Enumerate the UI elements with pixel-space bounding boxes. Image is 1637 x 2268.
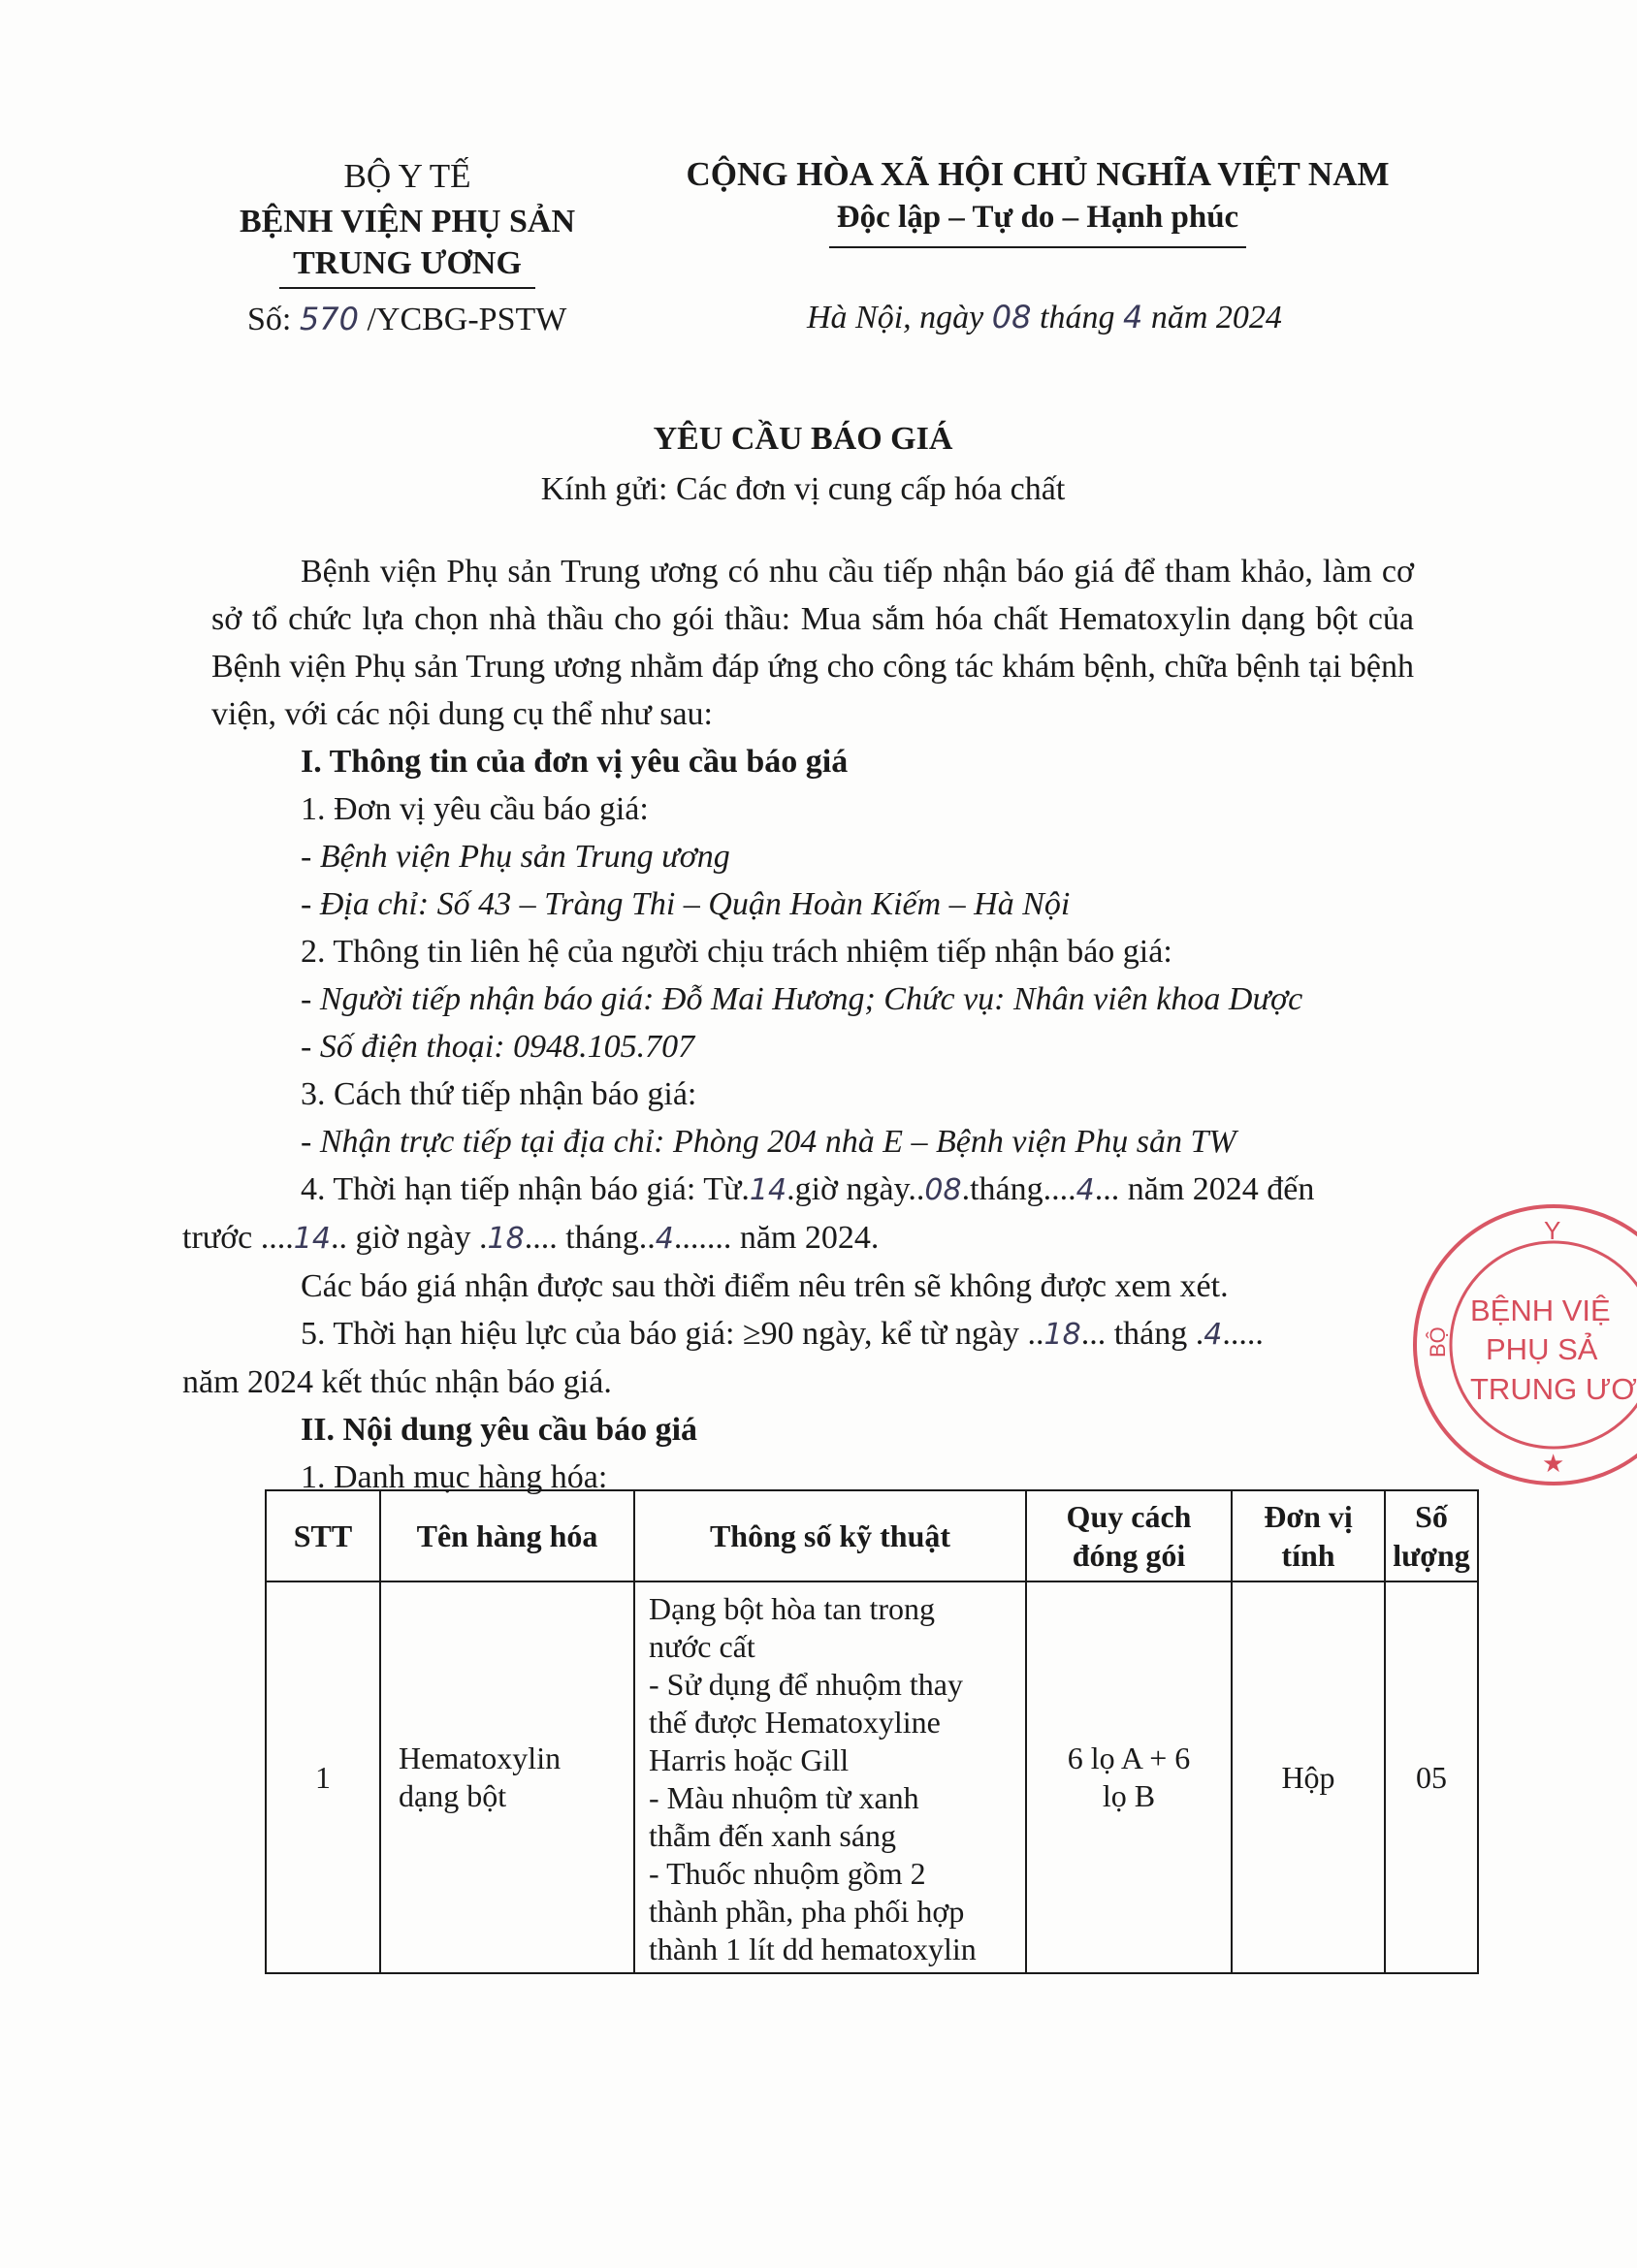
deadline-text: .giờ ngày.. bbox=[786, 1171, 925, 1207]
ministry-name: BỘ Y TẾ bbox=[343, 157, 471, 195]
document-number bbox=[247, 301, 566, 338]
receiving-method: - Nhận trực tiếp tại địa chỉ: Phòng 204 nhà E – Bệnh viện Phụ sản TW bbox=[301, 1124, 1236, 1160]
spec-line: thế được Hematoxyline bbox=[649, 1705, 941, 1740]
col-qty bbox=[1385, 1490, 1478, 1581]
cell-qty: 05 bbox=[1385, 1581, 1478, 1973]
greeting: Kính gửi: Các đơn vị cung cấp hóa chất bbox=[540, 471, 1066, 507]
col-name: Tên hàng hóa bbox=[380, 1490, 634, 1581]
date-day: 08 bbox=[991, 299, 1032, 335]
deadline-text: .. giờ ngày . bbox=[330, 1220, 488, 1256]
deadline-text: 4. Thời hạn tiếp nhận báo giá: Từ. bbox=[301, 1171, 750, 1207]
issuer-block bbox=[194, 153, 621, 289]
section2-item1: 1. Danh mục hàng hóa: bbox=[301, 1459, 608, 1495]
table-header-row bbox=[266, 1490, 1478, 1581]
deadline-text: trước .... bbox=[182, 1220, 294, 1256]
issue-date bbox=[807, 299, 1282, 336]
col-pack bbox=[1026, 1490, 1232, 1581]
spec-line: thành 1 lít dd hematoxylin bbox=[649, 1932, 977, 1966]
section2-heading: II. Nội dung yêu cầu báo giá bbox=[301, 1412, 698, 1448]
month-from: 4 bbox=[1075, 1173, 1095, 1207]
col-pack-line1: Quy cách bbox=[1066, 1499, 1192, 1534]
day-from: 08 bbox=[924, 1173, 962, 1207]
validity-text: ... tháng . bbox=[1080, 1316, 1204, 1352]
spec-line: thành phần, pha phối hợp bbox=[649, 1894, 965, 1929]
cell-pack-line1: 6 lọ A + 6 bbox=[1067, 1741, 1191, 1775]
stamp-top-letter: Y bbox=[1544, 1216, 1561, 1245]
col-qty-line1: Số bbox=[1415, 1499, 1448, 1534]
spec-line: nước cất bbox=[649, 1629, 755, 1664]
stamp-line2: PHỤ SẢ bbox=[1486, 1332, 1598, 1366]
document-body bbox=[182, 548, 1414, 1501]
deadline-line2 bbox=[182, 1214, 1414, 1262]
col-unit-line1: Đơn vị bbox=[1264, 1499, 1353, 1534]
doc-number-prefix: Số: bbox=[247, 302, 292, 337]
hospital-name-line1: BỆNH VIỆN PHỤ SẢN bbox=[239, 204, 576, 240]
deadline-text: ....... năm 2024. bbox=[673, 1220, 880, 1256]
date-place: Hà Nội, ngày bbox=[807, 300, 984, 335]
section1-heading: I. Thông tin của đơn vị yêu cầu báo giá bbox=[301, 744, 849, 780]
col-pack-line2: đóng gói bbox=[1072, 1538, 1186, 1573]
col-spec: Thông số kỹ thuật bbox=[634, 1490, 1026, 1581]
spec-line: Harris hoặc Gill bbox=[649, 1742, 850, 1777]
cell-name bbox=[380, 1581, 634, 1973]
cell-name-line1: Hematoxylin bbox=[399, 1741, 562, 1775]
col-unit-line2: tính bbox=[1281, 1538, 1335, 1573]
col-stt: STT bbox=[266, 1490, 380, 1581]
cell-stt: 1 bbox=[266, 1581, 380, 1973]
stamp-side-text: BỘ bbox=[1426, 1326, 1450, 1358]
hour-from: 14 bbox=[749, 1173, 787, 1207]
validity-line1 bbox=[211, 1310, 1414, 1358]
table-row bbox=[266, 1581, 1478, 1973]
deadline-line1 bbox=[211, 1166, 1414, 1214]
stamp-star: ★ bbox=[1542, 1449, 1565, 1478]
goods-table bbox=[265, 1489, 1479, 1974]
hospital-name-line2: TRUNG ƯƠNG bbox=[279, 244, 535, 289]
spec-line: - Sử dụng để nhuộm thay bbox=[649, 1667, 963, 1702]
cell-pack bbox=[1026, 1581, 1232, 1973]
section1-item2: 2. Thông tin liên hệ của người chịu trách nhiệm tiếp nhận báo giá: bbox=[301, 934, 1172, 970]
col-unit bbox=[1232, 1490, 1385, 1581]
national-header bbox=[640, 151, 1435, 248]
stamp-line1: BỆNH VIỆ bbox=[1470, 1294, 1611, 1327]
section1-item3: 3. Cách thứ tiếp nhận báo giá: bbox=[301, 1076, 697, 1112]
requesting-unit: - Bệnh viện Phụ sản Trung ương bbox=[301, 839, 730, 875]
national-motto: Độc lập – Tự do – Hạnh phúc bbox=[829, 198, 1246, 248]
receiver-info: - Người tiếp nhận báo giá: Đỗ Mai Hương; Chức vụ: Nhân viên khoa Dược bbox=[301, 981, 1303, 1017]
deadline-text: ... năm 2024 đến bbox=[1094, 1171, 1315, 1207]
cell-unit: Hộp bbox=[1232, 1581, 1385, 1973]
validity-month: 4 bbox=[1204, 1318, 1223, 1352]
deadline-text: .tháng.... bbox=[961, 1171, 1076, 1207]
stamp-line3: TRUNG ƯƠ bbox=[1470, 1372, 1637, 1406]
doc-number-suffix: /YCBG-PSTW bbox=[367, 302, 567, 337]
phone-number: - Số điện thoại: 0948.105.707 bbox=[301, 1029, 695, 1065]
month-to: 4 bbox=[655, 1222, 674, 1256]
cell-spec bbox=[634, 1581, 1026, 1973]
validity-line2: năm 2024 kết thúc nhận báo giá. bbox=[182, 1364, 612, 1400]
section1-item1: 1. Đơn vị yêu cầu báo giá: bbox=[301, 791, 649, 827]
intro-paragraph: Bệnh viện Phụ sản Trung ương có nhu cầu tiếp nhận báo giá để tham khảo, làm cơ sở tổ chức lựa chọn nhà thầu cho gói thầu: Mua sắm hóa chất Hematoxylin dạng bột của Bệnh viện Phụ sản Trung ương nhằm đáp ứng cho công tác khám bệnh, chữa bệnh tại bệnh viện, với các nội dung cụ thể như sau: bbox=[211, 554, 1414, 732]
spec-line: thẫm đến xanh sáng bbox=[649, 1818, 897, 1853]
deadline-text: .... tháng.. bbox=[524, 1220, 656, 1256]
date-month: 4 bbox=[1122, 299, 1143, 335]
spec-line: - Thuốc nhuộm gồm 2 bbox=[649, 1856, 926, 1891]
day-to: 18 bbox=[487, 1222, 525, 1256]
document-title: YÊU CẦU BÁO GIÁ bbox=[653, 421, 953, 457]
late-quote-note: Các báo giá nhận được sau thời điểm nêu trên sẽ không được xem xét. bbox=[301, 1268, 1229, 1304]
country-name: CỘNG HÒA XÃ HỘI CHỦ NGHĨA VIỆT NAM bbox=[686, 155, 1390, 193]
date-year: năm 2024 bbox=[1150, 300, 1282, 335]
cell-name-line2: dạng bột bbox=[399, 1778, 507, 1813]
unit-address: - Địa chỉ: Số 43 – Tràng Thi – Quận Hoàn Kiếm – Hà Nội bbox=[301, 886, 1071, 922]
cell-pack-line2: lọ B bbox=[1102, 1778, 1156, 1813]
validity-day: 18 bbox=[1043, 1318, 1081, 1352]
validity-text: ..... bbox=[1222, 1316, 1264, 1352]
validity-text: 5. Thời hạn hiệu lực của báo giá: ≥90 ngày, kể từ ngày .. bbox=[301, 1316, 1044, 1352]
date-month-word: tháng bbox=[1040, 300, 1115, 335]
doc-number-handwritten: 570 bbox=[299, 301, 359, 337]
hour-to: 14 bbox=[293, 1222, 331, 1256]
hospital-seal-stamp bbox=[1408, 1195, 1637, 1485]
col-qty-line2: lượng bbox=[1393, 1538, 1470, 1573]
spec-line: Dạng bột hòa tan trong bbox=[649, 1591, 936, 1626]
spec-line: - Màu nhuộm từ xanh bbox=[649, 1780, 919, 1815]
